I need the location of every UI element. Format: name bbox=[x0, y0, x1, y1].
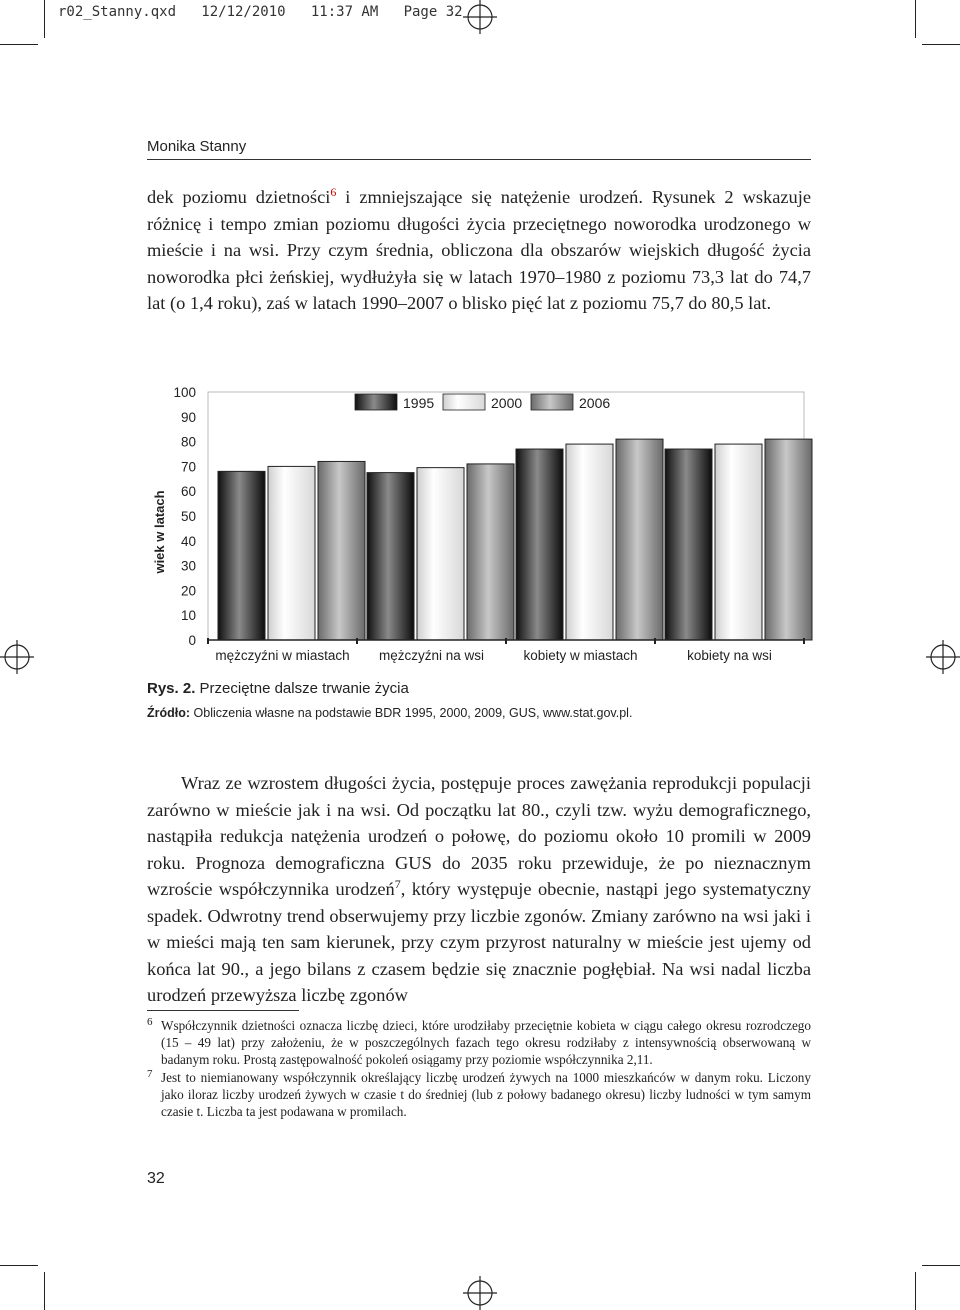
y-tick-label: 10 bbox=[180, 608, 196, 624]
paragraph-text: dek poziomu dzietności bbox=[147, 187, 331, 207]
category-label: mężczyźni na wsi bbox=[378, 648, 485, 663]
bar bbox=[616, 439, 663, 640]
bar bbox=[268, 466, 315, 640]
figure-source bbox=[147, 706, 632, 720]
header-rule bbox=[147, 159, 811, 160]
page-number: 32 bbox=[147, 1170, 165, 1187]
registration-mark-icon bbox=[0, 640, 34, 674]
figure-caption bbox=[147, 680, 409, 697]
y-tick-label: 60 bbox=[180, 484, 196, 500]
y-tick-label: 100 bbox=[173, 385, 196, 400]
crop-mark bbox=[915, 1272, 916, 1310]
category-label: kobiety w miastach bbox=[523, 648, 638, 663]
legend-swatch bbox=[443, 394, 485, 410]
paragraph-text: Wraz ze wzrostem długości życia, postępuje proces zawężania reprodukcji populacji zarówno w mieście jak i na wsi. Od początku lat 80., czyli tzw. wyżu demograficznego, nastąpiła redukcja natężenia urodzeń o połowę, do poziomu około 10 promili w 2009 roku. Prognoza demograficzna GUS do 2035 roku przewiduje, że po nieznacznym wzroście współczynnika urodzeń bbox=[147, 773, 811, 899]
y-tick-label: 90 bbox=[180, 409, 196, 425]
legend-swatch bbox=[355, 394, 397, 410]
paragraph-text: i zmniejszające się natężenie urodzeń. Rysunek 2 wskazuje różnicę i tempo zmian poziomu długości życia przeciętnego noworodka urodzonego w mieście i na wsi. Przy czym średnia, obliczona dla obszarów wiejskich długość życia noworodka płci żeńskiej, wydłużyła się w latach 1970–1980 z poziomu 73,3 lat do 74,7 lat (o 1,4 roku), zaś w latach 1990–2007 o blisko pięć lat z poziomu 75,7 do 80,5 lat. bbox=[147, 187, 811, 313]
legend-swatch bbox=[531, 394, 573, 410]
life-expectancy-bar-chart bbox=[140, 380, 820, 670]
crop-mark bbox=[0, 44, 38, 45]
bar bbox=[665, 449, 712, 640]
category-label: kobiety na wsi bbox=[687, 648, 772, 663]
registration-mark-icon bbox=[463, 1276, 497, 1310]
crop-mark bbox=[44, 1272, 45, 1310]
bar bbox=[367, 473, 414, 640]
footnotes bbox=[147, 1017, 811, 1120]
crop-mark bbox=[922, 1265, 960, 1266]
source-text: Obliczenia własne na podstawie BDR 1995, 2000, 2009, GUS, www.stat.gov.pl. bbox=[190, 706, 633, 720]
y-tick-label: 70 bbox=[180, 459, 196, 475]
bar bbox=[318, 461, 365, 640]
bar bbox=[417, 468, 464, 640]
bar bbox=[467, 464, 514, 640]
footnote-ref: 7 bbox=[394, 876, 401, 891]
legend-label: 2000 bbox=[491, 395, 523, 411]
paragraph bbox=[147, 770, 811, 1009]
footnote-text: Jest to niemianowany współczynnik określający liczbę urodzeń żywych na 1000 mieszkańców w danym roku. Liczony jako iloraz liczby urodzeń żywych w czasie t do średniej (lub z połowy badanego okresu) liczby ludności w tym samym czasie t. Liczba ta jest podawana w promilach. bbox=[161, 1069, 811, 1120]
crop-mark bbox=[0, 1265, 38, 1266]
source-label: Źródło: bbox=[147, 706, 191, 720]
registration-mark-icon bbox=[926, 640, 960, 674]
running-head: Monika Stanny bbox=[147, 138, 247, 155]
y-tick-label: 20 bbox=[180, 583, 196, 599]
y-tick-label: 0 bbox=[188, 633, 196, 648]
bar bbox=[566, 444, 613, 640]
footnote-ref: 6 bbox=[330, 184, 337, 199]
figure-title: Przeciętne dalsze trwanie życia bbox=[195, 680, 409, 697]
y-tick-label: 30 bbox=[180, 558, 196, 574]
footnote-text: Współczynnik dzietności oznacza liczbę dzieci, które urodziłaby przeciętnie kobieta w ciągu całego okresu rozrodczego (15 – 49 lat) przy założeniu, że w poszczególnych fazach tego okresu rodziłaby z intensywnością obserwowaną w badanym roku. Prostą zastępowalność pokoleń osiągamy przy poziomie współczynnika 2,11. bbox=[161, 1018, 811, 1068]
bar bbox=[765, 439, 812, 640]
bar bbox=[516, 449, 563, 640]
figure-label: Rys. 2. bbox=[147, 680, 196, 697]
category-label: mężczyźni w miastach bbox=[215, 648, 350, 663]
bar bbox=[218, 471, 265, 640]
footnote-number: 7 bbox=[147, 1067, 153, 1080]
file-slug: r02_Stanny.qxd 12/12/2010 11:37 AM Page 32 bbox=[58, 4, 463, 20]
legend-label: 2006 bbox=[579, 395, 611, 411]
registration-mark-icon bbox=[463, 0, 497, 34]
crop-mark bbox=[44, 0, 45, 38]
footnote bbox=[147, 1017, 811, 1069]
crop-mark bbox=[915, 0, 916, 38]
footnote bbox=[147, 1069, 811, 1121]
footnote-number: 6 bbox=[147, 1016, 153, 1028]
y-tick-label: 50 bbox=[180, 509, 196, 524]
y-tick-label: 80 bbox=[180, 434, 196, 450]
legend-label: 1995 bbox=[403, 395, 435, 411]
y-axis-label: wiek w latach bbox=[152, 490, 167, 574]
bar bbox=[715, 444, 762, 640]
paragraph-text: , który występuje obecnie, nastąpi jego systematyczny spadek. Odwrotny trend obserwujemy przy liczbie zgonów. Zmiany zarówno na wsi jaki i w mieści mają ten sam kierunek, przy czym przyrost naturalny w mieście jest ujemy od końca lat 90., a jego bilans z czasem będzie się znacznie pogłębiał. Na wsi nadal liczba urodzeń przewyższa liczbę zgonów bbox=[147, 879, 811, 1005]
footnote-rule bbox=[147, 1010, 299, 1011]
crop-mark bbox=[922, 44, 960, 45]
y-tick-label: 40 bbox=[180, 533, 196, 549]
paragraph bbox=[147, 184, 811, 317]
